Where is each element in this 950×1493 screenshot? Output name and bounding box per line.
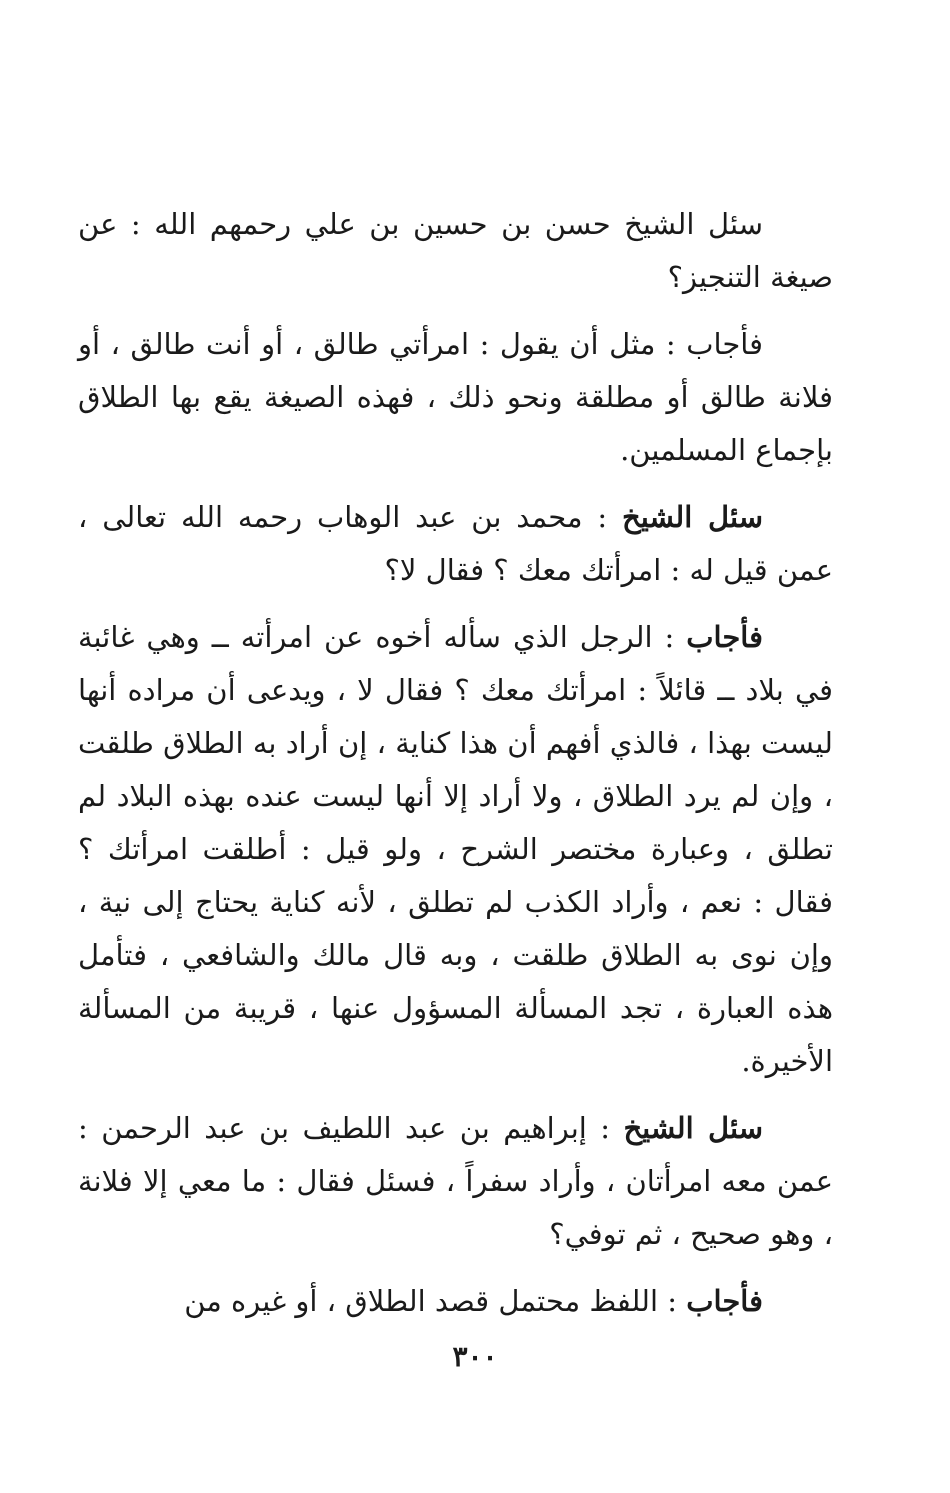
page-number: ٣٠٠ — [452, 1340, 498, 1373]
para-text: : محمد بن عبد الوهاب رحمه الله تعالى ، عمن قيل له : امرأتك معك ؟ فقال لا؟ — [78, 500, 833, 587]
para-text: : اللفظ محتمل قصد الطلاق ، أو غيره من — [184, 1284, 687, 1318]
para-lead: سئل الشيخ — [623, 1111, 764, 1145]
answer-3 — [78, 1275, 833, 1328]
answer-1 — [78, 318, 833, 477]
para-lead: فأجاب — [686, 620, 763, 654]
para-text: سئل الشيخ حسن بن حسين بن علي رحمهم الله : عن صيغة التنجيز؟ — [78, 207, 833, 294]
para-text: : الرجل الذي سأله أخوه عن امرأته ــ وهي غائبة في بلاد ــ قائلاً : امرأتك معك ؟ فقال لا ، ويدعى أن مراده أنها ليست بهذا ، فالذي أفهم أن هذا كناية ، إن أراد به الطلاق طلقت ، وإن لم يرد الطلاق ، ولا أراد إلا أنها ليست عنده بهذه البلاد لم تطلق ، وعبارة مختصر الشرح ، ولو قيل : أطلقت امرأتك ؟ فقال : نعم ، وأراد الكذب لم تطلق ، لأنه كناية يحتاج إلى نية ، وإن نوى به الطلاق طلقت ، وبه قال مالك والشافعي ، فتأمل هذه العبارة ، تجد المسألة المسؤول عنها ، قريبة من المسألة الأخيرة. — [78, 620, 833, 1078]
para-lead: فأجاب — [686, 1284, 763, 1318]
question-3 — [78, 1102, 833, 1261]
question-2 — [78, 491, 833, 597]
answer-2 — [78, 611, 833, 1088]
para-text: فأجاب : مثل أن يقول : امرأتي طالق ، أو أنت طالق ، أو فلانة طالق أو مطلقة ونحو ذلك ، فهذه الصيغة يقع بها الطلاق بإجماع المسلمين. — [78, 327, 833, 467]
question-1 — [78, 198, 833, 304]
fatwa-text-block — [78, 198, 833, 1342]
para-lead: سئل الشيخ — [622, 500, 763, 534]
para-text: : إبراهيم بن عبد اللطيف بن عبد الرحمن : عمن معه امرأتان ، وأراد سفراً ، فسئل فقال : ما معي إلا فلانة ، وهو صحيح ، ثم توفي؟ — [78, 1111, 833, 1251]
